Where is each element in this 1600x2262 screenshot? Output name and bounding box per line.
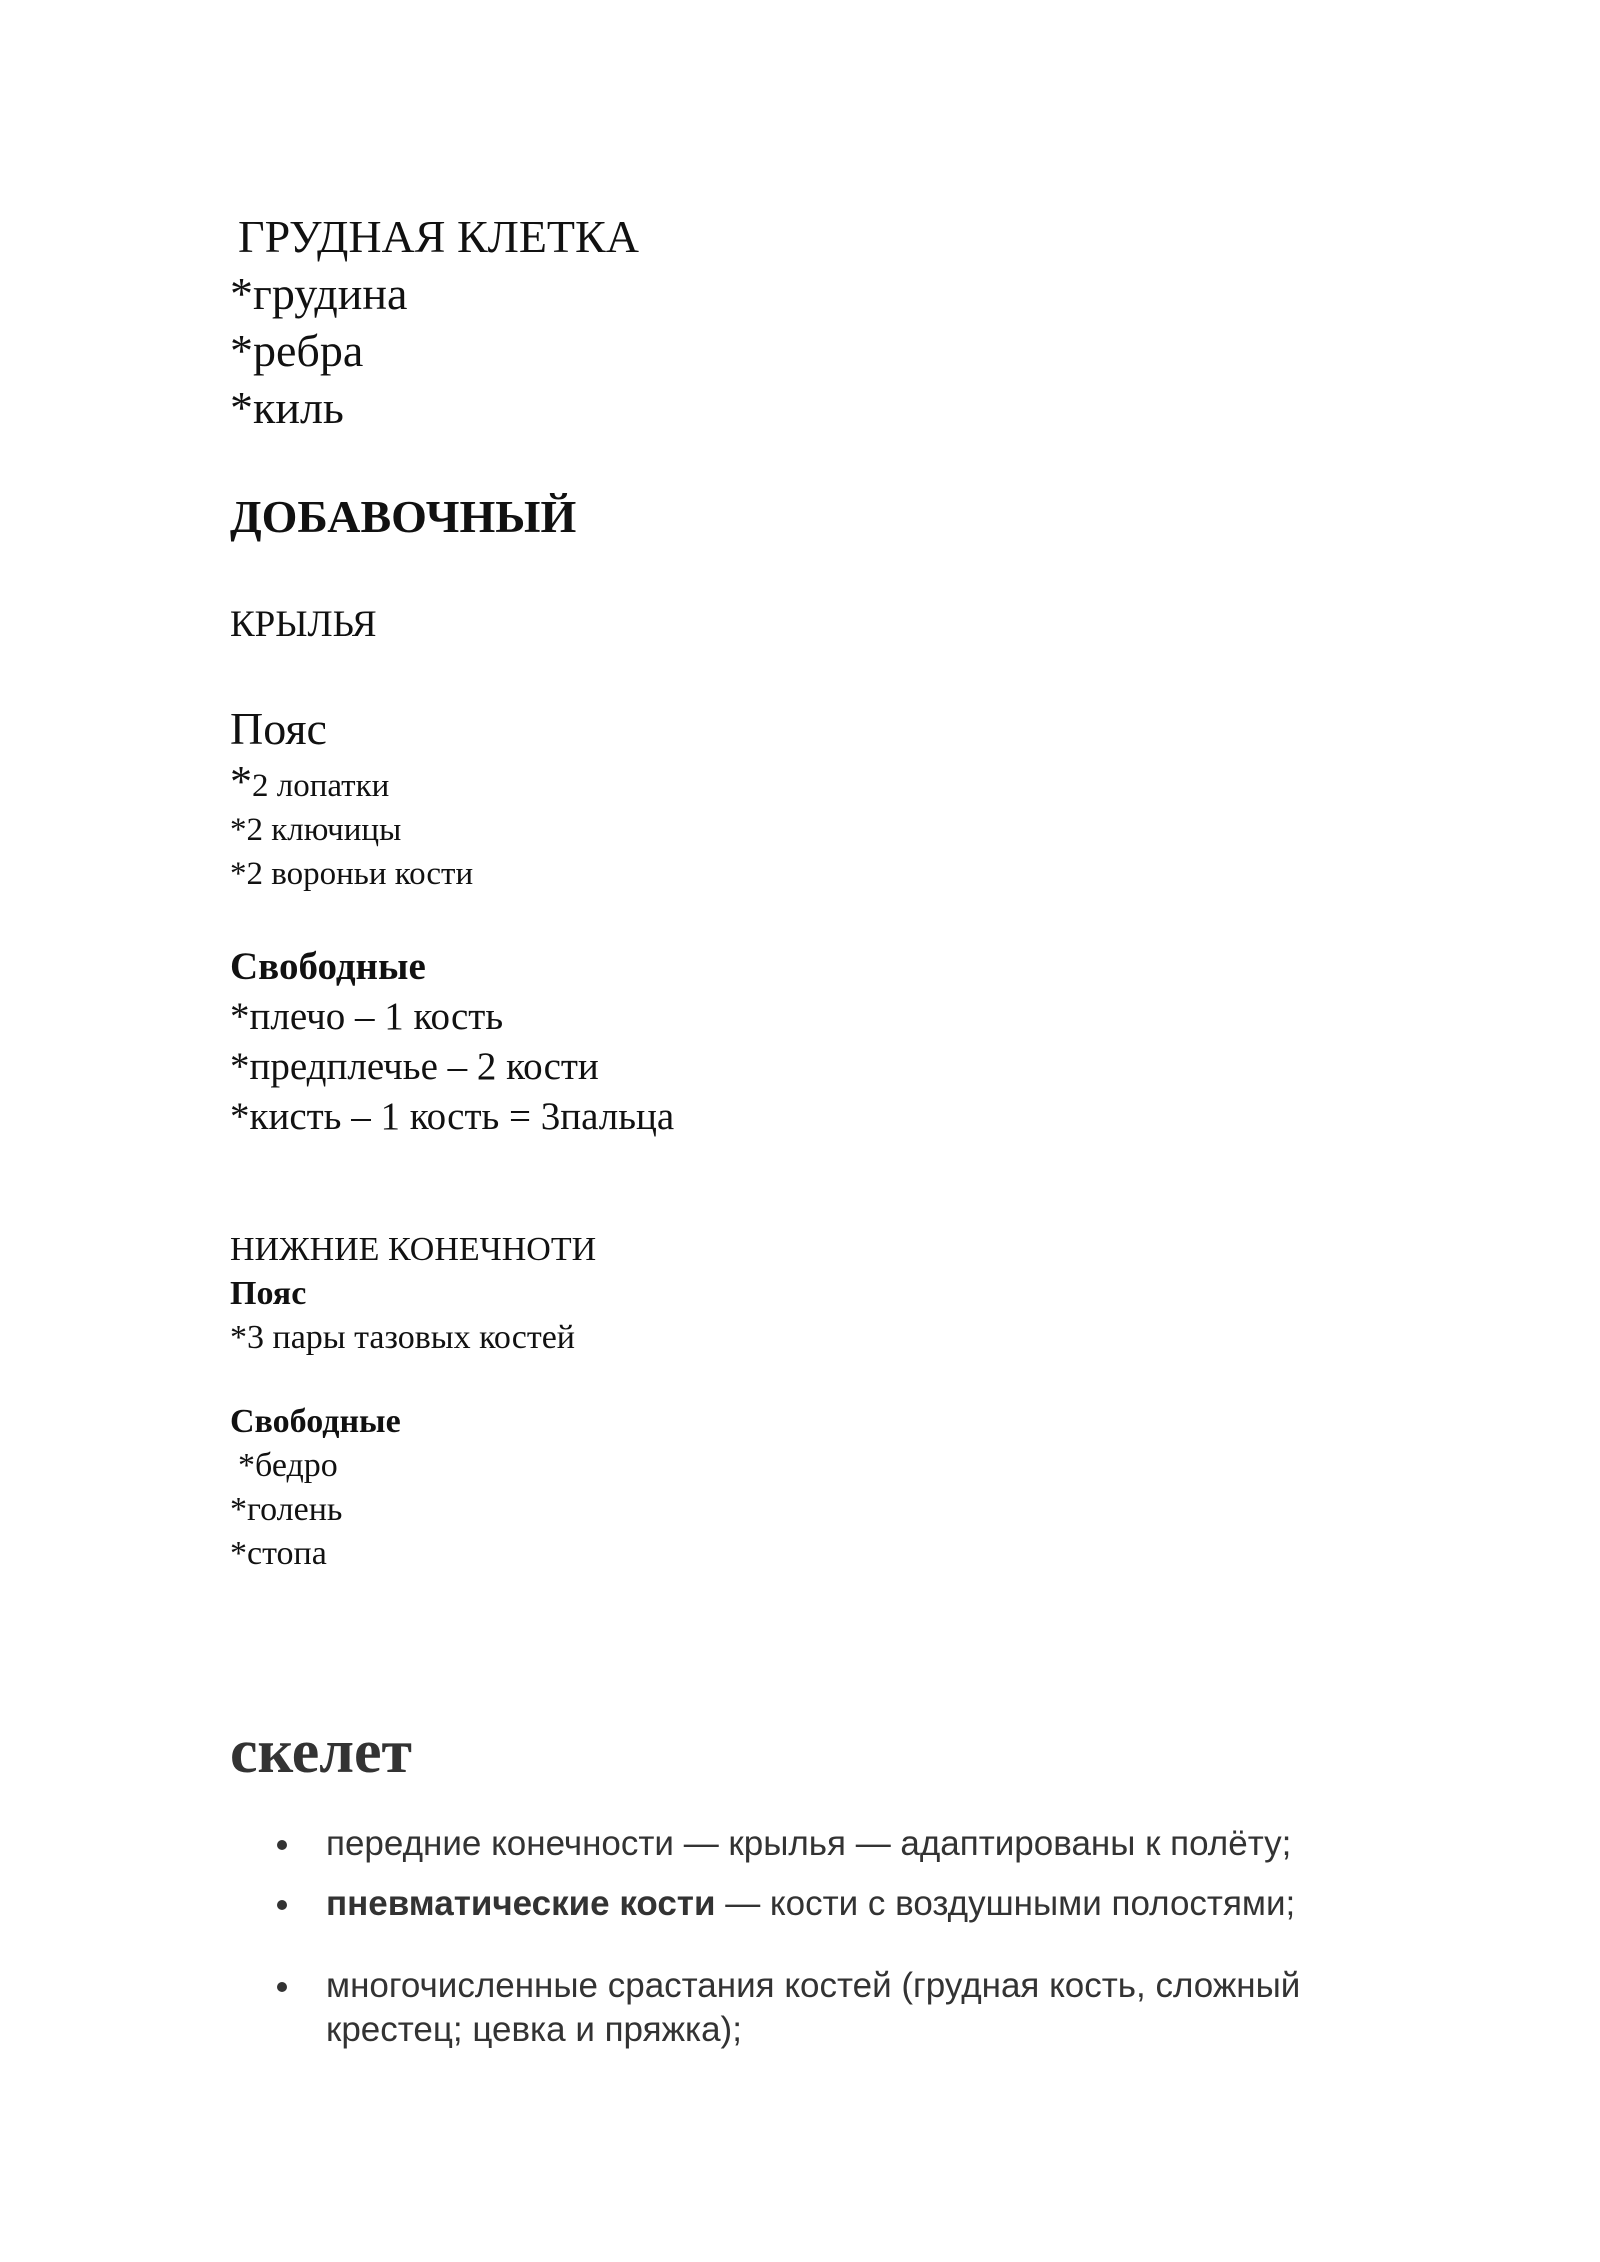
lower-limbs-section <box>230 1228 596 1360</box>
list-item <box>230 1882 1430 1926</box>
list-item-text: — кости с воздушными полостями; <box>715 1884 1296 1923</box>
wings-free-section <box>230 942 674 1142</box>
wings-free-item-hand: *кисть – 1 кость = 3пальца <box>230 1095 675 1138</box>
lower-belt-item-pelvis: *3 пары тазовых костей <box>230 1319 575 1356</box>
lower-free-item-thigh: *бедро <box>238 1447 338 1484</box>
list-item-bold: пневматические кости <box>326 1884 716 1923</box>
lower-belt-title: Пояс <box>230 1275 307 1312</box>
wings-belt-item-scapulae <box>230 757 473 808</box>
wings-belt-item-clavicles: *2 ключицы <box>230 812 402 848</box>
lower-free-section <box>230 1400 401 1576</box>
lower-free-item-shin: *голень <box>230 1491 343 1528</box>
wings-title: КРЫЛЬЯ <box>230 604 377 645</box>
extra-section-title: ДОБАВОЧНЫЙ <box>230 491 577 542</box>
lower-free-item-foot: *стопа <box>230 1535 327 1572</box>
asterisk-mark: * <box>230 757 252 806</box>
chest-item-sternum: *грудина <box>230 268 408 319</box>
list-item <box>230 1822 1430 1866</box>
wings-free-item-forearm: *предплечье – 2 кости <box>230 1045 599 1088</box>
lower-limbs-title: НИЖНИЕ КОНЕЧНОТИ <box>230 1231 597 1268</box>
list-item <box>230 1964 1430 2052</box>
list-item-text: многочисленные срастания костей (грудная кость, сложный крестец; цевка и пряжка); <box>326 1966 1301 2049</box>
list-item-text: передние конечности — крылья — адаптированы к полёту; <box>326 1824 1292 1863</box>
wings-free-title: Свободные <box>230 945 426 988</box>
chest-item-keel: *киль <box>230 382 344 433</box>
skeleton-heading: скелет <box>230 1718 412 1786</box>
wings-belt-item-scapulae-text: 2 лопатки <box>252 768 390 804</box>
lower-free-title: Свободные <box>230 1403 401 1440</box>
wings-belt-title: Пояс <box>230 703 327 754</box>
chest-item-ribs: *ребра <box>230 325 364 376</box>
bullet-icon <box>277 1840 287 1850</box>
wings-belt-list <box>230 757 474 896</box>
chest-title: ГРУДНАЯ КЛЕТКА <box>238 211 639 262</box>
wings-free-item-shoulder: *плечо – 1 кость <box>230 995 504 1038</box>
bullet-icon <box>277 1982 287 1992</box>
wings-belt-item-coracoids: *2 вороньи кости <box>230 856 474 892</box>
chest-section <box>230 208 639 436</box>
bullet-icon <box>277 1900 287 1910</box>
skeleton-features-list <box>230 1822 1430 2052</box>
